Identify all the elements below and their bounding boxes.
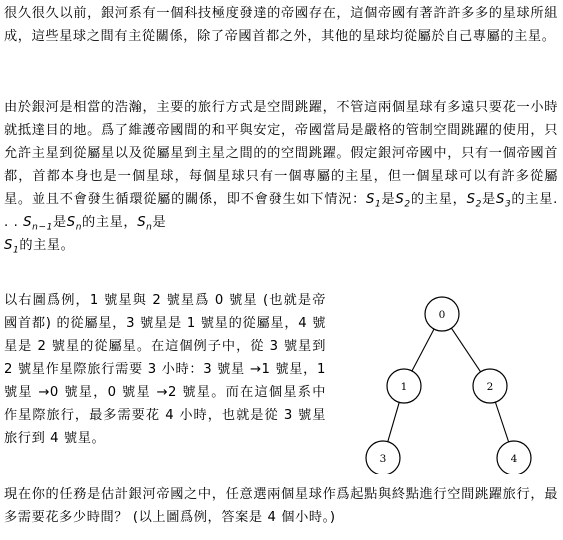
tree-node-4 — [497, 441, 531, 474]
math-s2-b: $S_2$ — [466, 192, 482, 210]
tree-node-label: 4 — [510, 453, 518, 465]
intro-paragraph: 很久很久以前，銀河系有一個科技極度發達的帝國存在，這個帝國有著許許多多的星球所組成，這些星球之間有主從關係，除了帝國首都之外，其他的星球均從屬於自己專屬的主星。 — [4, 6, 558, 44]
math-s1-b: $S_1$ — [4, 238, 20, 256]
text-main-3: 的主星， — [82, 215, 138, 230]
text-main-4: 的主星。 — [19, 238, 75, 253]
tree-node-label: 1 — [400, 381, 408, 393]
task-paragraph: 現在你的任務是估計銀河帝國之中，任意選兩個星球作爲起點與終點進行空間跳躍旅行，最多需要花多少時間？ (以上圖爲例，答案是 4 個小時。) — [4, 487, 558, 525]
math-s2: $S_2$ — [395, 192, 411, 210]
text-is: 是 — [381, 192, 396, 207]
rules-text: 由於銀河是相當的浩瀚，主要的旅行方式是空間跳躍，不管這兩個星球有多遠只要花一小時就抵達目的地。爲了維護帝國間的和平與安定，帝國當局是嚴格的管制空間跳躍的使用，只允許主星到從屬星以及從屬星到主星之間的的空間跳躍。假定銀河帝國中，只有一個帝國首都，首都本身也是一個星球，每個星球只有一個專屬的主星，但一個星球可以有許多從屬星。並且不會發生循環從屬的關係，即不會發生如下情況： — [4, 100, 558, 207]
text-is-2: 是 — [481, 192, 496, 207]
tree-edge-2-4 — [495, 402, 508, 442]
math-s1: $S_1$ — [366, 192, 382, 210]
math-sn-minus-1: $S_{n-1}$ — [23, 215, 53, 233]
text-main: 的主星， — [410, 192, 467, 207]
star-tree-diagram — [364, 290, 560, 474]
text-is-3: 是 — [52, 215, 67, 230]
tree-node-1 — [387, 369, 421, 403]
text-main-2: 的主星. . . — [4, 192, 558, 230]
problem-statement — [4, 2, 560, 538]
tree-node-label: 2 — [486, 381, 494, 393]
rules-paragraph — [4, 96, 558, 257]
tree-svg — [364, 290, 560, 474]
tree-edge-0-2 — [451, 328, 480, 372]
tree-edge-1-3 — [388, 402, 399, 441]
math-s3: $S_3$ — [495, 192, 512, 210]
example-paragraph: 以右圖爲例，1 號星與 2 號星爲 0 號星 (也就是帝國首都) 的從屬星，3 號星是 1 號星的從屬星，4 號星是 2 號星的從屬星。在這個例子中，從 3 號星到 2 號星作星際旅行需要 3 小時：3 號星 →1 號星，1 號星 →0 號星，0 號星 →2 號星。而在這個星系中作星際旅行，最多需要花 4 小時，也就是從 3 號星旅行到 4 號星。 — [4, 293, 326, 446]
tree-edge-0-1 — [412, 329, 434, 371]
math-sn: $S_n$ — [66, 215, 83, 233]
tree-node-label: 0 — [438, 309, 446, 321]
tree-node-label: 3 — [379, 453, 387, 465]
tree-node-2 — [473, 369, 507, 403]
math-sn-b: $S_n$ — [137, 215, 153, 233]
tree-node-3 — [366, 441, 400, 474]
text-is-4: 是 — [152, 215, 167, 230]
tree-node-0 — [425, 297, 459, 331]
